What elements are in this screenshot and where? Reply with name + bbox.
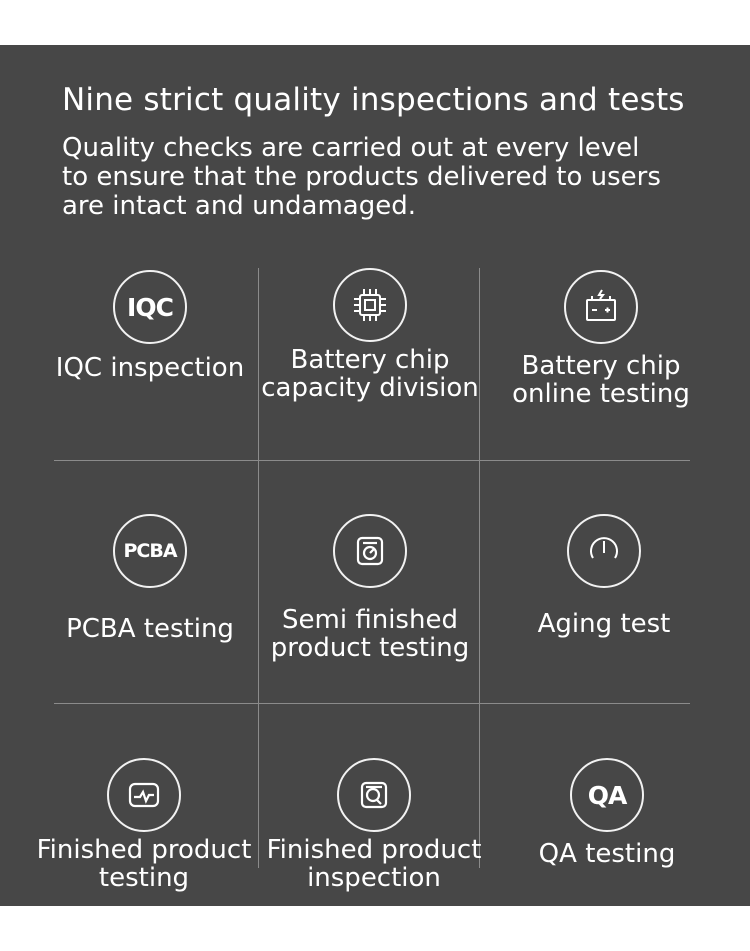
- item-iqc-inspection: [40, 270, 260, 382]
- item-qa-testing: [497, 758, 717, 868]
- magnifier-box-icon: [337, 758, 411, 832]
- battery-icon: [564, 270, 638, 344]
- item-label: Battery chip capacity division: [261, 345, 479, 403]
- page-title: Nine strict quality inspections and tests: [62, 82, 685, 118]
- qa-icon: QA: [570, 758, 644, 832]
- item-semi-finished-product-testing: [260, 514, 480, 662]
- item-label: Battery chip online testing: [512, 351, 690, 409]
- item-label: QA testing: [538, 839, 676, 869]
- page-subtitle: Quality checks are carried out at every level to ensure that the products delivered to users are intact and undamaged.: [62, 133, 661, 221]
- item-label: Aging test: [537, 609, 671, 639]
- waveform-icon: [107, 758, 181, 832]
- grid-divider-horizontal: [54, 703, 690, 704]
- dial-icon: [567, 514, 641, 588]
- item-pcba-testing: [40, 514, 260, 643]
- item-label: Semi finished product testing: [270, 605, 470, 663]
- item-label: PCBA testing: [66, 614, 234, 644]
- grid-divider-horizontal: [54, 460, 690, 461]
- item-battery-chip-capacity-division: [260, 268, 480, 402]
- gauge-box-icon: [333, 514, 407, 588]
- item-aging-test: [494, 514, 714, 638]
- item-label: Finished product testing: [36, 835, 252, 893]
- iqc-icon: IQC: [113, 270, 187, 344]
- item-battery-chip-online-testing: [491, 270, 711, 408]
- chip-icon: [333, 268, 407, 342]
- item-finished-product-testing: [34, 758, 254, 892]
- pcba-icon: PCBA: [113, 514, 187, 588]
- item-label: Finished product inspection: [266, 835, 482, 893]
- item-label: IQC inspection: [55, 353, 245, 383]
- item-finished-product-inspection: [264, 758, 484, 892]
